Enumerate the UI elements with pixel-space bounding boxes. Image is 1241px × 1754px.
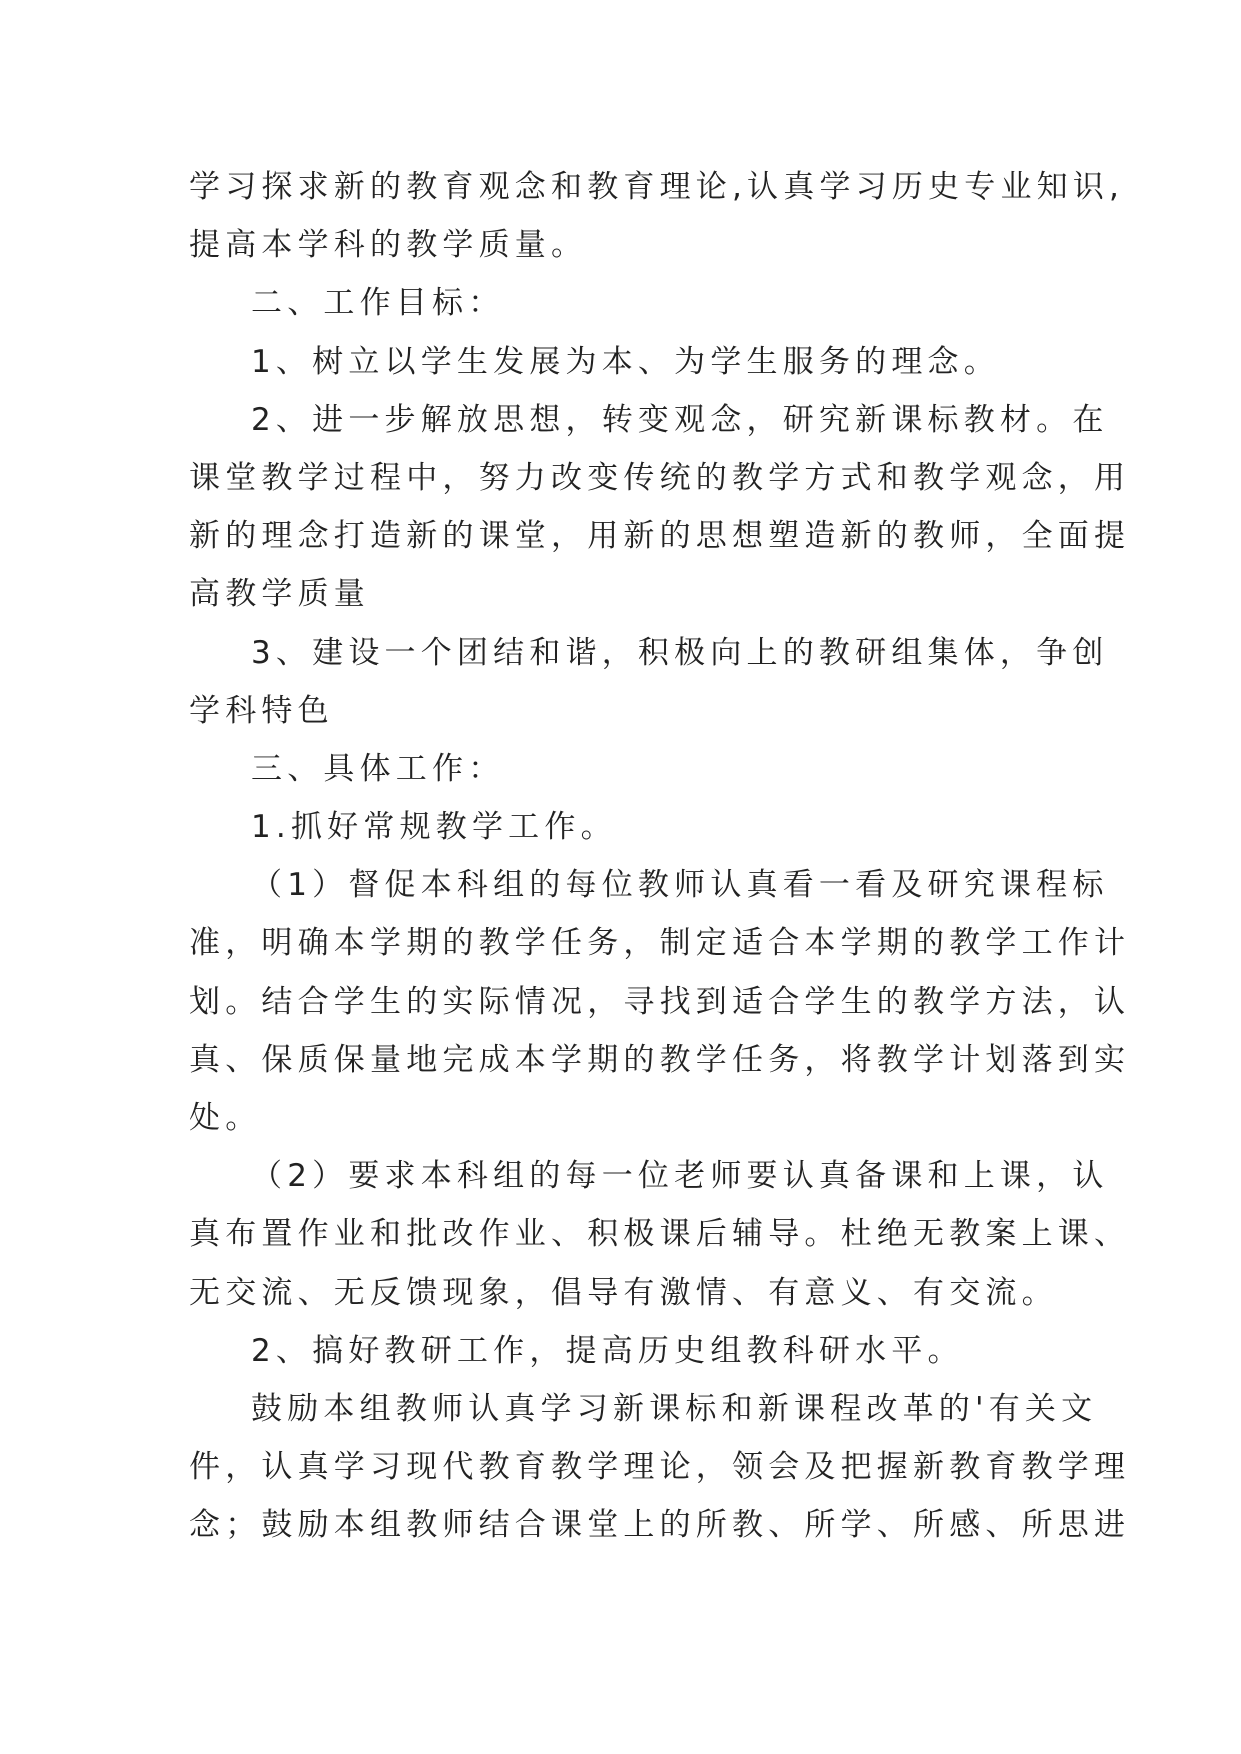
text-line: 3、建设一个团结和谐，积极向上的教研组集体，争创: [251, 634, 1109, 671]
text-line: 新的理念打造新的课堂，用新的思想塑造新的教师，全面提: [189, 518, 1131, 555]
text-line: 真布置作业和批改作业、积极课后辅导。杜绝无教案上课、: [189, 1216, 1131, 1253]
text-line: 真、保质保量地完成本学期的教学任务，将教学计划落到实: [189, 1041, 1131, 1078]
text-line: 处。: [189, 1100, 262, 1136]
text-line: 念；鼓励本组教师结合课堂上的所教、所学、所感、所思进: [189, 1507, 1131, 1544]
document-body: [189, 158, 1131, 1555]
text-line: 提高本学科的教学质量。: [189, 227, 588, 264]
text-line: 划。结合学生的实际情况，寻找到适合学生的教学方法，认: [189, 983, 1131, 1020]
text-line: 无交流、无反馈现象，倡导有激情、有意义、有交流。: [189, 1274, 1058, 1311]
text-line: （1）督促本科组的每位教师认真看一看及研究课程标: [251, 867, 1109, 904]
section-heading: 三、具体工作：: [251, 750, 505, 787]
text-line: 高教学质量: [189, 576, 370, 613]
text-line: 件，认真学习现代教育教学理论，领会及把握新教育教学理: [189, 1449, 1131, 1486]
text-line: 学科特色: [189, 692, 334, 729]
text-line: 准，明确本学期的教学任务，制定适合本学期的教学工作计: [189, 925, 1131, 962]
text-line: 1、树立以学生发展为本、为学生服务的理念。: [251, 343, 1000, 380]
text-line: 学习探求新的教育观念和教育理论,认真学习历史专业知识,: [189, 169, 1125, 205]
text-line: 1.抓好常规教学工作。: [251, 809, 617, 846]
text-line: （2）要求本科组的每一位老师要认真备课和上课，认: [251, 1158, 1109, 1195]
text-line: 2、搞好教研工作，提高历史组教科研水平。: [251, 1332, 964, 1369]
section-heading: 二、工作目标：: [251, 285, 505, 322]
text-line: 鼓励本组教师认真学习新课标和新课程改革的'有关文: [251, 1390, 1098, 1427]
text-line: 课堂教学过程中，努力改变传统的教学方式和教学观念，用: [189, 459, 1131, 496]
text-line: 2、进一步解放思想，转变观念，研究新课标教材。在: [251, 401, 1109, 438]
